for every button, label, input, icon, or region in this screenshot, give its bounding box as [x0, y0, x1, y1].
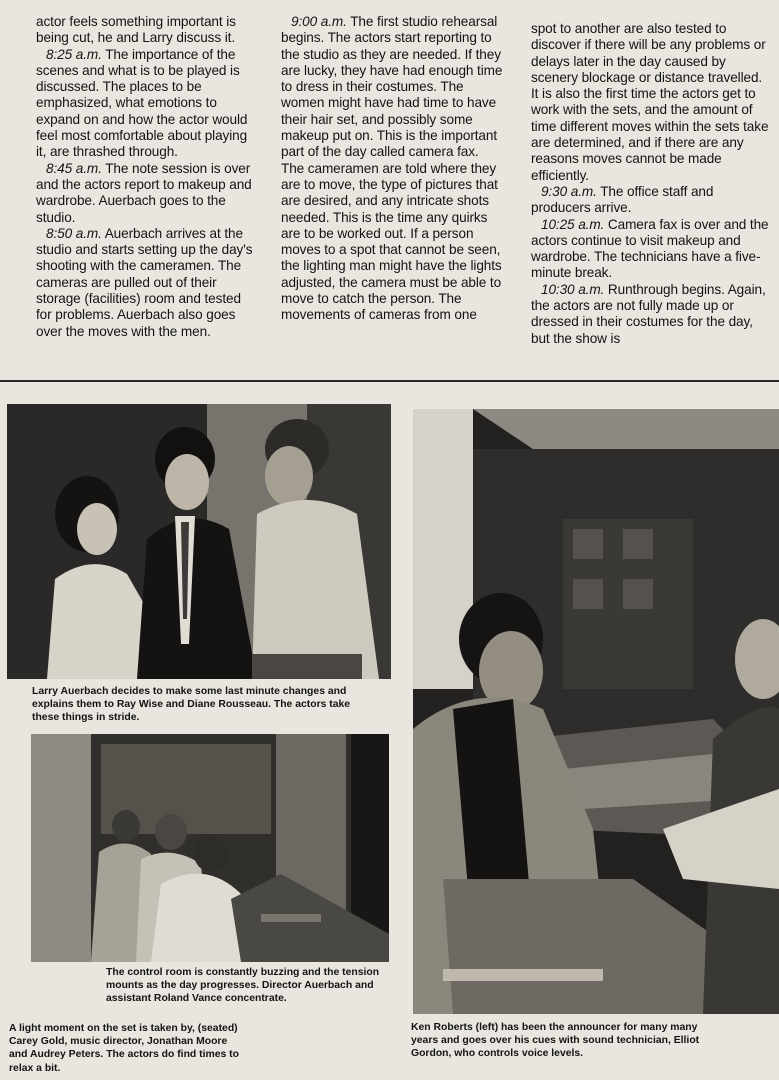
photo-caption: The control room is constantly buzzing and the tension mounts as the day progresses. Director Auerbach and assistant Roland Vance concentrate. — [106, 967, 380, 1005]
photo-announcer-technician — [413, 409, 779, 1014]
article-paragraph — [281, 14, 505, 324]
article-paragraph — [531, 282, 769, 347]
paragraph-text: Auerbach arrives at the studio and starts setting up the day's shooting with the cameramen. The cameras are pulled out of their storage (facilities) room and tested for problems. Auerbach also goes over the moves with the men. — [36, 225, 253, 339]
article-column-1 — [36, 14, 260, 340]
photo-auerbach-actors — [7, 404, 391, 679]
paragraph-text: spot to another are also tested to discover if there will be any problems or delays later in the day caused by scenery blockage or distance travelled. It is also the first time the actors get to work with the sets, and the amount of time different moves within the sets take are determined, and if there are any reasons moves cannot be made efficiently. — [531, 21, 769, 183]
timestamp: 10:25 a.m. — [541, 216, 605, 232]
article-paragraph — [36, 226, 260, 340]
article-column-3 — [531, 21, 769, 347]
article-column-2 — [281, 14, 505, 324]
paragraph-text: actor feels something important is being cut, he and Larry discuss it. — [36, 14, 236, 46]
photo-control-room — [31, 734, 389, 962]
article-paragraph — [36, 161, 260, 226]
timestamp: 9:30 a.m. — [541, 183, 597, 199]
timestamp: 8:50 a.m. — [46, 225, 102, 241]
paragraph-text: Runthrough begins. Again, the actors are not fully made up or dressed in their costumes for the day, but the show is — [531, 281, 766, 346]
paragraph-text: Camera fax is over and the actors continue to visit makeup and wardrobe. The technicians have a five-minute break. — [531, 216, 769, 281]
paragraph-text: The importance of the scenes and what is to be played is discussed. The places to be emphasized, what emotions to expand on and how the actor would feel most comfortable about playing it, are thrashed through. — [36, 46, 248, 160]
article-paragraph — [531, 21, 769, 184]
photo-caption: Larry Auerbach decides to make some last minute changes and explains them to Ray Wise and Diane Rousseau. The actors take these things in stride. — [32, 686, 351, 724]
timestamp: 8:25 a.m. — [46, 46, 102, 62]
photo-caption: A light moment on the set is taken by, (seated) Carey Gold, music director, Jonathan Moore and Audrey Peters. The actors do find times to relax a bit. — [9, 1023, 239, 1074]
photo-caption: Ken Roberts (left) has been the announcer for many many years and goes over his cues with sound technician, Elliot Gordon, who controls voice levels. — [411, 1022, 700, 1060]
paragraph-text: The note session is over and the actors report to makeup and wardrobe. Auerbach goes to the studio. — [36, 160, 252, 225]
timestamp: 8:45 a.m. — [46, 160, 102, 176]
article-paragraph — [36, 14, 260, 47]
timestamp: 10:30 a.m. — [541, 281, 605, 297]
article-paragraph — [36, 47, 260, 161]
paragraph-text: The first studio rehearsal begins. The actors start reporting to the studio as they are needed. If they are lucky, they have had enough time to dress in their costumes. The women might have had time to have their hair set, and possibly some makeup put on. This is the important part of the day called camera fax. The cameramen are told where they are to move, the type of pictures that are desired, and any intricate shots needed. This is the time any quirks are to be worked out. If a person moves to a spot that cannot be seen, the lighting man might have the lights adjusted, the camera must be able to move to catch the person. The movements of cameras from one — [281, 14, 503, 323]
paragraph-text: The office staff and producers arrive. — [531, 183, 714, 216]
article-paragraph — [531, 217, 769, 282]
timestamp: 9:00 a.m. — [291, 14, 347, 29]
section-divider — [0, 380, 779, 382]
article-paragraph — [531, 184, 769, 217]
